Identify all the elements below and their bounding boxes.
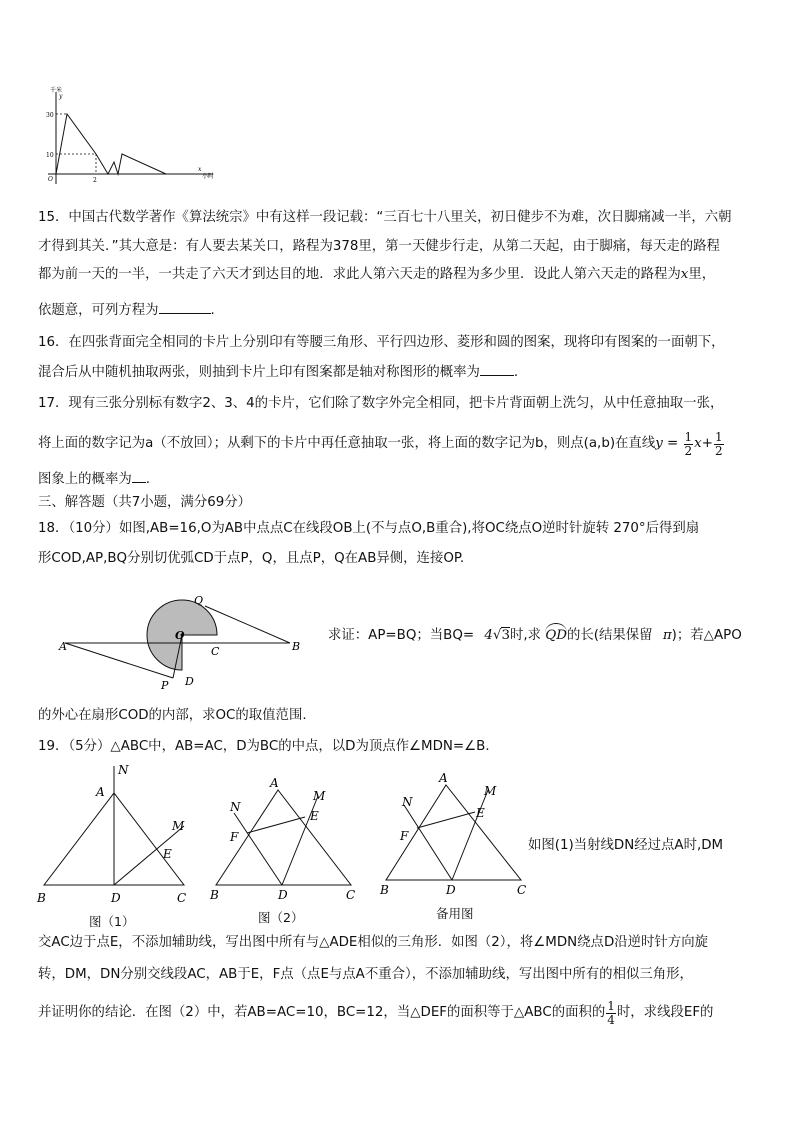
fig1-label-m: M [172, 819, 185, 833]
q18-sqrt-value: 3 [501, 628, 510, 643]
q17-frac1-den: 2 [684, 443, 693, 458]
y-axis-label: y [59, 93, 63, 100]
label-a: A [59, 640, 67, 653]
distance-time-graph [38, 84, 228, 194]
q17-frac2-den: 2 [714, 443, 723, 458]
q19-figure1 [34, 760, 199, 910]
q18-proof-text [328, 626, 742, 646]
y-tick-10: 10 [46, 152, 54, 159]
fig1-label-d: D [111, 891, 121, 905]
fig2-label-c: C [346, 888, 356, 902]
fig2-label-d: D [278, 888, 288, 902]
ray-dn-2 [234, 813, 282, 885]
fig1-label-b: B [37, 891, 46, 905]
q19-frac-den: 4 [607, 1012, 615, 1027]
q19-line1: 19．（5分）△ABC中，AB=AC，D为BC的中点，以D为顶点作∠MDN=∠B． [38, 739, 499, 754]
fig2-label-a: A [270, 776, 279, 790]
q19-backup-figure [376, 770, 536, 900]
q15-line4-text: 依题意，可列方程为 [38, 303, 159, 318]
y-unit-label: 千米 [50, 87, 63, 94]
q15-line4 [38, 299, 215, 321]
q18-pi: π [662, 628, 672, 643]
q17-line3 [38, 468, 150, 490]
q18-proof-d: )；若△APO [671, 628, 742, 643]
q18-proof-b: 时,求 [509, 628, 542, 643]
fig1-label-c: C [177, 891, 187, 905]
q19-line4: 转，DM，DN分别交线段AC，AB于E，F点（点E与点A不重合），不添加辅助线，写出图中所有的相似三角形， [38, 967, 693, 982]
fig3-label-d: D [446, 883, 456, 897]
q17-eq-y: y [655, 436, 663, 451]
origin-label: O [48, 176, 53, 183]
q19-line5-text: 并证明你的结论．在图（2）中，若AB=AC=10，BC=12，当△DEF的面积等于△ABC的面积的 [38, 1005, 606, 1020]
q18-line1: 18．（10分）如图,AB=16,O为AB中点点C在线段OB上(不与点O,B重合),将OC绕点O逆时针旋转 270°后得到扇 [38, 521, 700, 536]
q19-line5 [38, 993, 713, 1033]
q19-fig1-caption: 图（1） [89, 914, 135, 929]
q19-figure2 [206, 775, 366, 905]
q16-line1: 16．在四张背面完全相同的卡片上分别印有等腰三角形、平行四边形、菱形和圆的图案，现将印有图案的一面朝下， [38, 335, 725, 350]
q17-eq-equals: = [662, 436, 683, 451]
fig3-label-n: N [402, 795, 413, 809]
label-c: C [211, 645, 220, 658]
q17-eq-x: x [694, 436, 702, 451]
q17-line1: 17．现有三张分别标有数字2、3、4的卡片，它们除了数字外完全相同，把卡片背面朝上洗匀，从中任意抽取一张， [38, 396, 724, 411]
label-b: B [292, 640, 301, 653]
q15-line3-text: 都为前一天的一半，一共走了六天才到达目的地．求此人第六天走的路程为多少里．设此人第六天走的路程为 [38, 267, 681, 282]
q19-right-text: 如图(1)当射线DN经过点A时,DM [528, 838, 724, 853]
ray-dm-3 [452, 790, 488, 880]
q19-frac-num: 1 [607, 998, 615, 1013]
label-q: Q [194, 594, 204, 607]
q16-answer-blank[interactable] [480, 361, 514, 376]
q15-line1: 15．中国古代数学著作《算法统宗》中有这样一段记载：“三百七十八里关，初日健步不为难，次日脚痛减一半，六朝 [38, 210, 732, 225]
q16-line2 [38, 361, 518, 383]
x-axis-label: x [198, 166, 202, 173]
fig2-label-e: E [310, 809, 319, 823]
q15-line4-end: . [210, 303, 215, 318]
ray-dm-1 [114, 826, 184, 885]
q18-proof-c: 的长(结果保留 [567, 628, 653, 643]
q18-sqrt-symbol: √ [492, 628, 502, 643]
q19-frac [606, 1000, 616, 1027]
q15-line3-end: 里， [688, 267, 716, 282]
q18-line2: 形COD,AP,BQ分别切优弧CD于点P，Q，且点P，Q在AB异侧，连接OP. [38, 551, 465, 566]
q16-line2-end: . [513, 365, 519, 380]
q17-frac1 [684, 431, 694, 458]
q15-line2: 才得到其关．”其大意是：有人要去某关口，路程为378里，第一天健步行走，从第二天起，由于脚痛，每天走的路程 [38, 239, 720, 254]
q17-line2-text: 将上面的数字记为a（不放回）；从剩下的卡片中再任意抽取一张，将上面的数字记为b，则点(a,b)在直线 [38, 436, 656, 451]
q18-figure [55, 590, 315, 695]
fig1-label-n: N [118, 763, 129, 777]
segment-ef-3 [417, 812, 475, 828]
label-p: P [161, 679, 169, 692]
fig3-label-e: E [476, 806, 485, 820]
q16-line2-text: 混合后从中随机抽取两张，则抽到卡片上印有图案都是轴对称图形的概率为 [38, 365, 480, 380]
ray-dn-3 [404, 805, 452, 880]
label-o: O [175, 629, 185, 642]
q19-fig2-caption: 图（2） [258, 910, 304, 925]
x-unit-label: 小时 [202, 173, 215, 180]
q18-proof-a: 求证：AP=BQ；当BQ= [328, 628, 475, 643]
fig3-label-a: A [439, 771, 448, 785]
fig1-label-a: A [96, 785, 105, 799]
q19-line3: 交AC边于点E，不添加辅助线，写出图中所有与△ADE相似的三角形．如图（2），将∠MDN绕点D沿逆时针方向旋 [38, 935, 708, 950]
q17-frac2-num: 1 [714, 429, 723, 444]
q19-fig3-caption: 备用图 [436, 906, 474, 921]
q17-frac1-num: 1 [684, 429, 693, 444]
q17-line2 [38, 426, 725, 462]
fig3-label-f: F [400, 829, 409, 843]
q15-answer-blank[interactable] [159, 299, 211, 314]
label-d: D [185, 675, 194, 688]
q17-line3-text: 图象上的概率为 [38, 472, 132, 487]
q17-line3-end: . [145, 472, 150, 487]
fig2-label-f: F [230, 830, 239, 844]
q18-arc-qd: QD [545, 623, 567, 643]
section3-title: 三、解答题（共7小题，满分69分） [38, 495, 252, 510]
q15-variable-x: x [680, 267, 689, 282]
x-tick-2: 2 [93, 177, 97, 184]
fig1-label-e: E [163, 847, 172, 861]
q18-line4: 的外心在扇形COD的内部，求OC的取值范围. [38, 708, 307, 723]
y-tick-30: 30 [46, 112, 54, 119]
q17-eq-plus: + [701, 436, 713, 451]
q18-bq-num: 4 [484, 628, 493, 643]
q15-line3 [38, 265, 715, 285]
fig3-label-c: C [517, 883, 527, 897]
q17-answer-blank[interactable] [132, 468, 146, 483]
q19-line5-end: 时，求线段EF的 [616, 1005, 714, 1020]
fig2-label-m: M [313, 789, 326, 803]
fig3-label-b: B [380, 883, 389, 897]
fig2-label-n: N [230, 800, 241, 814]
graph-line [56, 114, 166, 174]
q17-frac2 [714, 431, 724, 458]
fig2-label-b: B [210, 888, 219, 902]
line-bq [205, 606, 290, 643]
fig3-label-m: M [484, 784, 497, 798]
